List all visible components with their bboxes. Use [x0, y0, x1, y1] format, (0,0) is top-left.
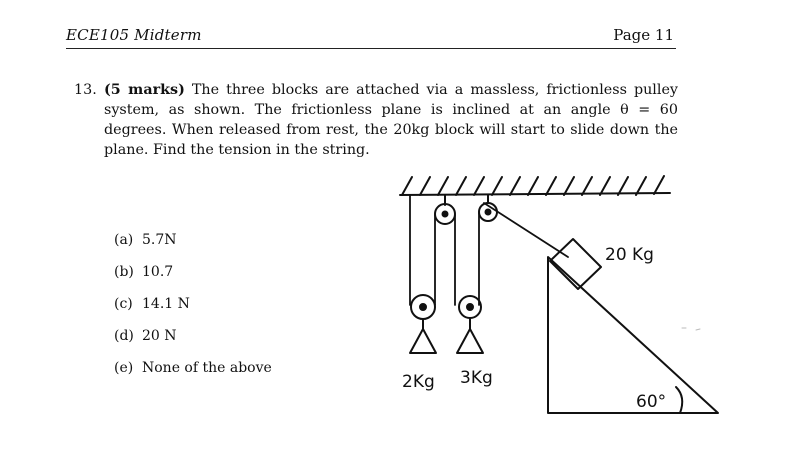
option-b[interactable]: [114, 262, 272, 294]
top-pulley-left: [435, 195, 455, 224]
label-3kg: 3Kg: [460, 368, 493, 388]
ceiling: [400, 176, 670, 195]
page-number: Page 11: [613, 26, 674, 44]
question-text: The three blocks are attached via a massless, frictionless pulley system, as shown. The frictionless plane is inclined at an angle θ = 60 degrees. When released from rest, the 20kg block will start to slide down the plane. Find the tension in the string.: [104, 82, 678, 158]
option-letter: (d): [114, 328, 134, 344]
option-c[interactable]: [114, 294, 272, 326]
option-text: 20 N: [142, 328, 177, 344]
option-text: None of the above: [142, 360, 272, 376]
option-text: 10.7: [142, 264, 174, 280]
question-body: [104, 80, 678, 160]
answer-options: [114, 230, 272, 390]
option-letter: (a): [114, 232, 134, 248]
option-letter: (b): [114, 264, 134, 280]
option-letter: (c): [114, 296, 133, 312]
option-text: 5.7N: [142, 232, 177, 248]
question-marks: (5 marks): [104, 82, 185, 98]
label-angle: 60°: [636, 392, 667, 412]
question-number: 13.: [74, 82, 97, 98]
sketch-marks: [682, 328, 700, 330]
course-title: ECE105 Midterm: [66, 26, 202, 44]
option-d[interactable]: [114, 326, 272, 358]
option-e[interactable]: [114, 358, 272, 390]
pulley-diagram: [380, 165, 730, 430]
option-text: 14.1 N: [142, 296, 190, 312]
header-divider: [66, 48, 676, 49]
inclined-plane: [548, 257, 718, 413]
option-a[interactable]: [114, 230, 272, 262]
bottom-pulley-left: [410, 295, 436, 353]
top-pulley-right: [479, 195, 497, 221]
label-20kg: 20 Kg: [605, 245, 654, 265]
label-2kg: 2Kg: [402, 372, 435, 392]
option-letter: (e): [114, 360, 134, 376]
question-block: [74, 80, 678, 160]
